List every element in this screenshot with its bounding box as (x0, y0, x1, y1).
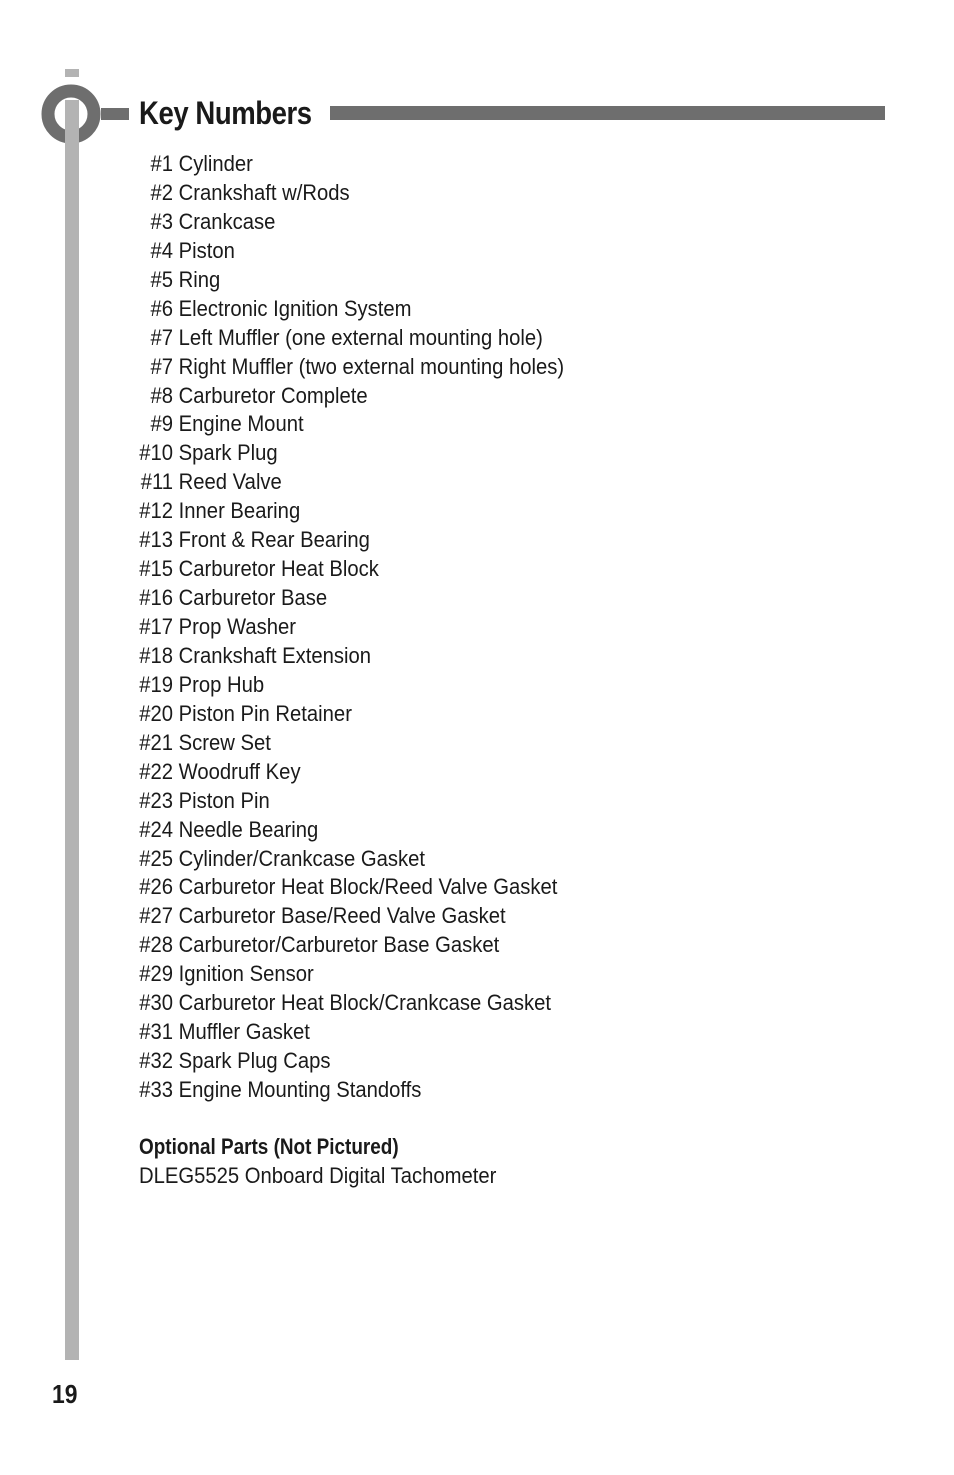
part-name: Spark Plug Caps (178, 1048, 331, 1074)
part-name: Carburetor Base (178, 585, 328, 611)
part-number: #33 (139, 1077, 174, 1102)
part-name: Carburetor Base/Reed Valve Gasket (178, 903, 506, 929)
part-number: #7 (150, 353, 174, 379)
list-item (139, 150, 564, 179)
part-name: Cylinder (178, 151, 253, 176)
part-number: #12 (139, 498, 174, 524)
part-number: #1 (150, 151, 174, 176)
list-item (139, 353, 564, 382)
part-name: Inner Bearing (178, 498, 301, 524)
part-number: #13 (139, 527, 174, 553)
part-name: Ring (178, 266, 221, 292)
part-number: #5 (150, 266, 174, 292)
list-item (139, 295, 564, 324)
list-item (139, 266, 564, 295)
list-item (139, 497, 564, 526)
list-item (139, 845, 564, 874)
part-name: Right Muffler (two external mounting holes) (178, 353, 565, 379)
part-number: #7 (150, 324, 174, 350)
list-item (139, 816, 564, 845)
list-item (139, 439, 564, 468)
part-name: Reed Valve (178, 469, 282, 495)
optional-parts-heading: Optional Parts (Not Pictured) (139, 1134, 399, 1159)
part-number: #16 (139, 585, 174, 611)
part-name: Engine Mount (178, 411, 304, 437)
part-name: Carburetor Complete (178, 382, 368, 408)
part-name: Electronic Ignition System (178, 295, 412, 321)
list-item (139, 989, 564, 1018)
list-item (139, 555, 564, 584)
list-item (139, 642, 564, 671)
parts-list (139, 150, 601, 1105)
list-item (139, 179, 564, 208)
part-number: #6 (150, 295, 174, 321)
part-name: Carburetor Heat Block/Reed Valve Gasket (178, 874, 558, 900)
part-number: #24 (139, 816, 174, 842)
list-item (139, 208, 564, 237)
list-item (139, 237, 564, 266)
part-number: #25 (139, 845, 174, 871)
part-number: #17 (139, 614, 174, 639)
list-item (139, 1047, 564, 1076)
part-number: #21 (139, 729, 174, 755)
part-number: #32 (139, 1048, 174, 1074)
part-number: #19 (139, 671, 174, 697)
part-name: Spark Plug (178, 440, 278, 466)
header-ring-icon (41, 84, 101, 144)
list-item (139, 410, 564, 439)
part-name: Front & Rear Bearing (178, 527, 370, 553)
part-number: #28 (139, 932, 174, 958)
part-number: #23 (139, 787, 174, 813)
part-number: #2 (150, 179, 174, 205)
list-item (139, 613, 564, 642)
part-name: Screw Set (178, 729, 271, 755)
part-number: #27 (139, 903, 174, 929)
part-number: #8 (150, 382, 174, 408)
part-name: Piston Pin (178, 787, 270, 813)
part-number: #3 (150, 208, 174, 234)
part-number: #20 (139, 700, 174, 726)
part-name: Carburetor Heat Block (178, 556, 379, 582)
part-name: Carburetor Heat Block/Crankcase Gasket (178, 990, 552, 1016)
list-item (139, 526, 564, 555)
part-number: #22 (139, 758, 174, 784)
part-number: #29 (139, 961, 174, 987)
part-name: Crankcase (178, 208, 276, 234)
part-name: Crankshaft w/Rods (178, 179, 350, 205)
part-name: Woodruff Key (178, 758, 301, 784)
list-item (139, 1076, 564, 1105)
part-number: #26 (139, 874, 174, 900)
list-item (139, 1018, 564, 1047)
part-name: Prop Washer (178, 614, 297, 639)
part-name: Piston (178, 237, 235, 263)
part-number: #30 (139, 990, 174, 1016)
list-item (139, 324, 564, 353)
part-name: Engine Mounting Standoffs (178, 1077, 422, 1102)
part-name: Ignition Sensor (178, 961, 314, 987)
title-bar-left (101, 108, 129, 120)
part-number: #18 (139, 642, 174, 668)
part-name: Needle Bearing (178, 816, 319, 842)
part-name: Prop Hub (178, 671, 265, 697)
list-item (139, 758, 564, 787)
page-title: Key Numbers (139, 95, 312, 131)
optional-parts-item: DLEG5525 Onboard Digital Tachometer (139, 1163, 497, 1188)
list-item (139, 382, 564, 411)
part-number: #4 (150, 237, 174, 263)
list-item (139, 787, 564, 816)
part-number: #9 (150, 411, 174, 437)
part-name: Carburetor/Carburetor Base Gasket (178, 932, 500, 958)
part-number: #11 (140, 469, 174, 495)
list-item (139, 729, 564, 758)
part-number: #31 (139, 1019, 174, 1045)
list-item (139, 873, 564, 902)
list-item (139, 468, 564, 497)
side-bar-tick (65, 69, 79, 77)
list-item (139, 671, 564, 700)
part-number: #10 (139, 440, 174, 466)
list-item (139, 931, 564, 960)
side-bar (65, 100, 79, 1360)
part-name: Piston Pin Retainer (178, 700, 352, 726)
part-name: Crankshaft Extension (178, 642, 372, 668)
part-number: #15 (139, 556, 174, 582)
part-name: Cylinder/Crankcase Gasket (178, 845, 426, 871)
list-item (139, 960, 564, 989)
part-name: Muffler Gasket (178, 1019, 310, 1045)
part-name: Left Muffler (one external mounting hole) (178, 324, 543, 350)
page-number: 19 (52, 1379, 78, 1409)
list-item (139, 700, 564, 729)
list-item (139, 584, 564, 613)
list-item (139, 902, 564, 931)
title-rule (330, 106, 885, 120)
